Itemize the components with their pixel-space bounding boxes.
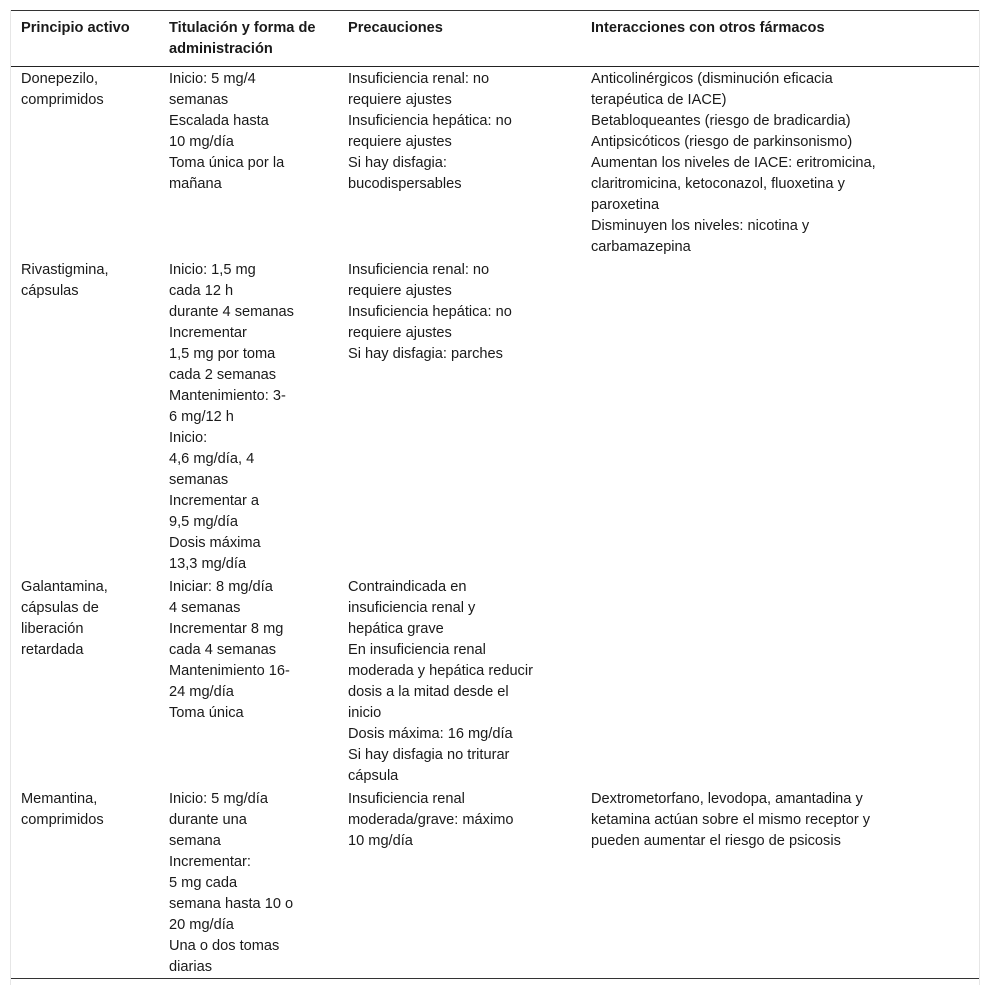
cell-line: 13,3 mg/día — [169, 556, 247, 572]
table-row — [11, 787, 979, 979]
cell-line: moderada/grave: máximo — [348, 812, 514, 828]
cell-line: Memantina, — [21, 791, 98, 807]
drug-table-container — [10, 10, 980, 985]
drug-table — [11, 10, 979, 979]
cell-titulacion — [159, 787, 338, 979]
cell-line: En insuficiencia renal — [348, 642, 486, 658]
cell-line: Dosis máxima: 16 mg/día — [348, 726, 513, 742]
header-interacciones: Interacciones con otros fármacos — [581, 11, 979, 67]
cell-line: Anticolinérgicos (disminución eficacia — [591, 71, 833, 87]
cell-line: retardada — [21, 642, 84, 658]
cell-line: insuficiencia renal y — [348, 600, 476, 616]
cell-line: Toma única — [169, 705, 244, 721]
cell-line: Toma única por la — [169, 155, 285, 171]
cell-line: 4,6 mg/día, 4 — [169, 451, 255, 467]
cell-line: liberación — [21, 621, 84, 637]
cell-line: ketamina actúan sobre el mismo receptor y — [591, 812, 871, 828]
cell-line: mañana — [169, 176, 222, 192]
cell-line: durante 4 semanas — [169, 304, 294, 320]
cell-principio-activo — [11, 787, 159, 979]
cell-line: cada 2 semanas — [169, 367, 277, 383]
cell-line: requiere ajustes — [348, 325, 452, 341]
cell-line: semana — [169, 833, 221, 849]
cell-line: Iniciar: 8 mg/día — [169, 579, 273, 595]
cell-line: Insuficiencia hepática: no — [348, 304, 512, 320]
cell-line: 6 mg/12 h — [169, 409, 234, 425]
cell-line: semanas — [169, 92, 229, 108]
header-principio-activo: Principio activo — [11, 11, 159, 67]
cell-line: Dosis máxima — [169, 535, 261, 551]
cell-line: Dextrometorfano, levodopa, amantadina y — [591, 791, 863, 807]
cell-interacciones — [581, 787, 979, 979]
cell-precauciones — [338, 258, 581, 575]
cell-line: Incrementar 8 mg — [169, 621, 284, 637]
cell-line: Si hay disfagia: — [348, 155, 447, 171]
cell-line: 5 mg cada — [169, 875, 238, 891]
header-titulacion: Titulación y forma de administración — [159, 11, 338, 67]
cell-line: Contraindicada en — [348, 579, 467, 595]
cell-line: inicio — [348, 705, 382, 721]
cell-line: Incrementar: — [169, 854, 251, 870]
cell-line: Una o dos tomas — [169, 938, 280, 954]
cell-line: semanas — [169, 472, 229, 488]
cell-line: cápsulas de — [21, 600, 99, 616]
table-header-row — [11, 11, 979, 67]
cell-line: Mantenimiento 16- — [169, 663, 290, 679]
table-row — [11, 67, 979, 259]
cell-interacciones — [581, 575, 979, 787]
cell-line: Insuficiencia renal: no — [348, 262, 490, 278]
cell-line: Escalada hasta — [169, 113, 269, 129]
cell-line: Inicio: 5 mg/día — [169, 791, 268, 807]
cell-line: Insuficiencia renal — [348, 791, 465, 807]
cell-line: cada 12 h — [169, 283, 234, 299]
cell-line: 4 semanas — [169, 600, 241, 616]
cell-titulacion — [159, 67, 338, 259]
table-row — [11, 575, 979, 787]
cell-line: terapéutica de IACE) — [591, 92, 727, 108]
cell-principio-activo — [11, 258, 159, 575]
cell-line: Rivastigmina, — [21, 262, 109, 278]
cell-line: requiere ajustes — [348, 92, 452, 108]
cell-line: claritromicina, ketoconazol, fluoxetina y — [591, 176, 845, 192]
cell-precauciones — [338, 787, 581, 979]
cell-line: 20 mg/día — [169, 917, 234, 933]
cell-line: diarias — [169, 959, 212, 975]
cell-line: Si hay disfagia: parches — [348, 346, 503, 362]
cell-interacciones — [581, 258, 979, 575]
cell-interacciones — [581, 67, 979, 259]
cell-line: Insuficiencia renal: no — [348, 71, 490, 87]
cell-line: cada 4 semanas — [169, 642, 277, 658]
cell-line: bucodispersables — [348, 176, 462, 192]
cell-line: comprimidos — [21, 812, 104, 828]
cell-line: cápsula — [348, 768, 399, 784]
cell-line: 10 mg/día — [169, 134, 234, 150]
cell-line: hepática grave — [348, 621, 444, 637]
cell-line: Galantamina, — [21, 579, 108, 595]
cell-line: Inicio: 5 mg/4 — [169, 71, 256, 87]
cell-line: Betabloqueantes (riesgo de bradicardia) — [591, 113, 851, 129]
cell-line: Insuficiencia hepática: no — [348, 113, 512, 129]
cell-titulacion — [159, 575, 338, 787]
cell-line: semana hasta 10 o — [169, 896, 294, 912]
cell-line: Antipsicóticos (riesgo de parkinsonismo) — [591, 134, 853, 150]
cell-line: Mantenimiento: 3- — [169, 388, 286, 404]
cell-line: requiere ajustes — [348, 283, 452, 299]
header-precauciones: Precauciones — [338, 11, 581, 67]
table-row — [11, 258, 979, 575]
cell-line: comprimidos — [21, 92, 104, 108]
cell-line: durante una — [169, 812, 247, 828]
cell-line: carbamazepina — [591, 239, 691, 255]
cell-line: 10 mg/día — [348, 833, 413, 849]
cell-line: 9,5 mg/día — [169, 514, 238, 530]
cell-line: Si hay disfagia no triturar — [348, 747, 510, 763]
cell-titulacion — [159, 258, 338, 575]
cell-line: moderada y hepática reducir — [348, 663, 533, 679]
cell-line: Disminuyen los niveles: nicotina y — [591, 218, 810, 234]
cell-line: 1,5 mg por toma — [169, 346, 276, 362]
cell-line: Inicio: — [169, 430, 208, 446]
cell-line: pueden aumentar el riesgo de psicosis — [591, 833, 841, 849]
cell-principio-activo — [11, 67, 159, 259]
cell-principio-activo — [11, 575, 159, 787]
cell-precauciones — [338, 67, 581, 259]
cell-line: 24 mg/día — [169, 684, 234, 700]
cell-line: Inicio: 1,5 mg — [169, 262, 256, 278]
cell-line: paroxetina — [591, 197, 660, 213]
cell-precauciones — [338, 575, 581, 787]
cell-line: Incrementar a — [169, 493, 260, 509]
cell-line: Donepezilo, — [21, 71, 99, 87]
cell-line: dosis a la mitad desde el — [348, 684, 509, 700]
cell-line: Aumentan los niveles de IACE: eritromicina, — [591, 155, 876, 171]
cell-line: requiere ajustes — [348, 134, 452, 150]
cell-line: cápsulas — [21, 283, 79, 299]
cell-line: Incrementar — [169, 325, 247, 341]
